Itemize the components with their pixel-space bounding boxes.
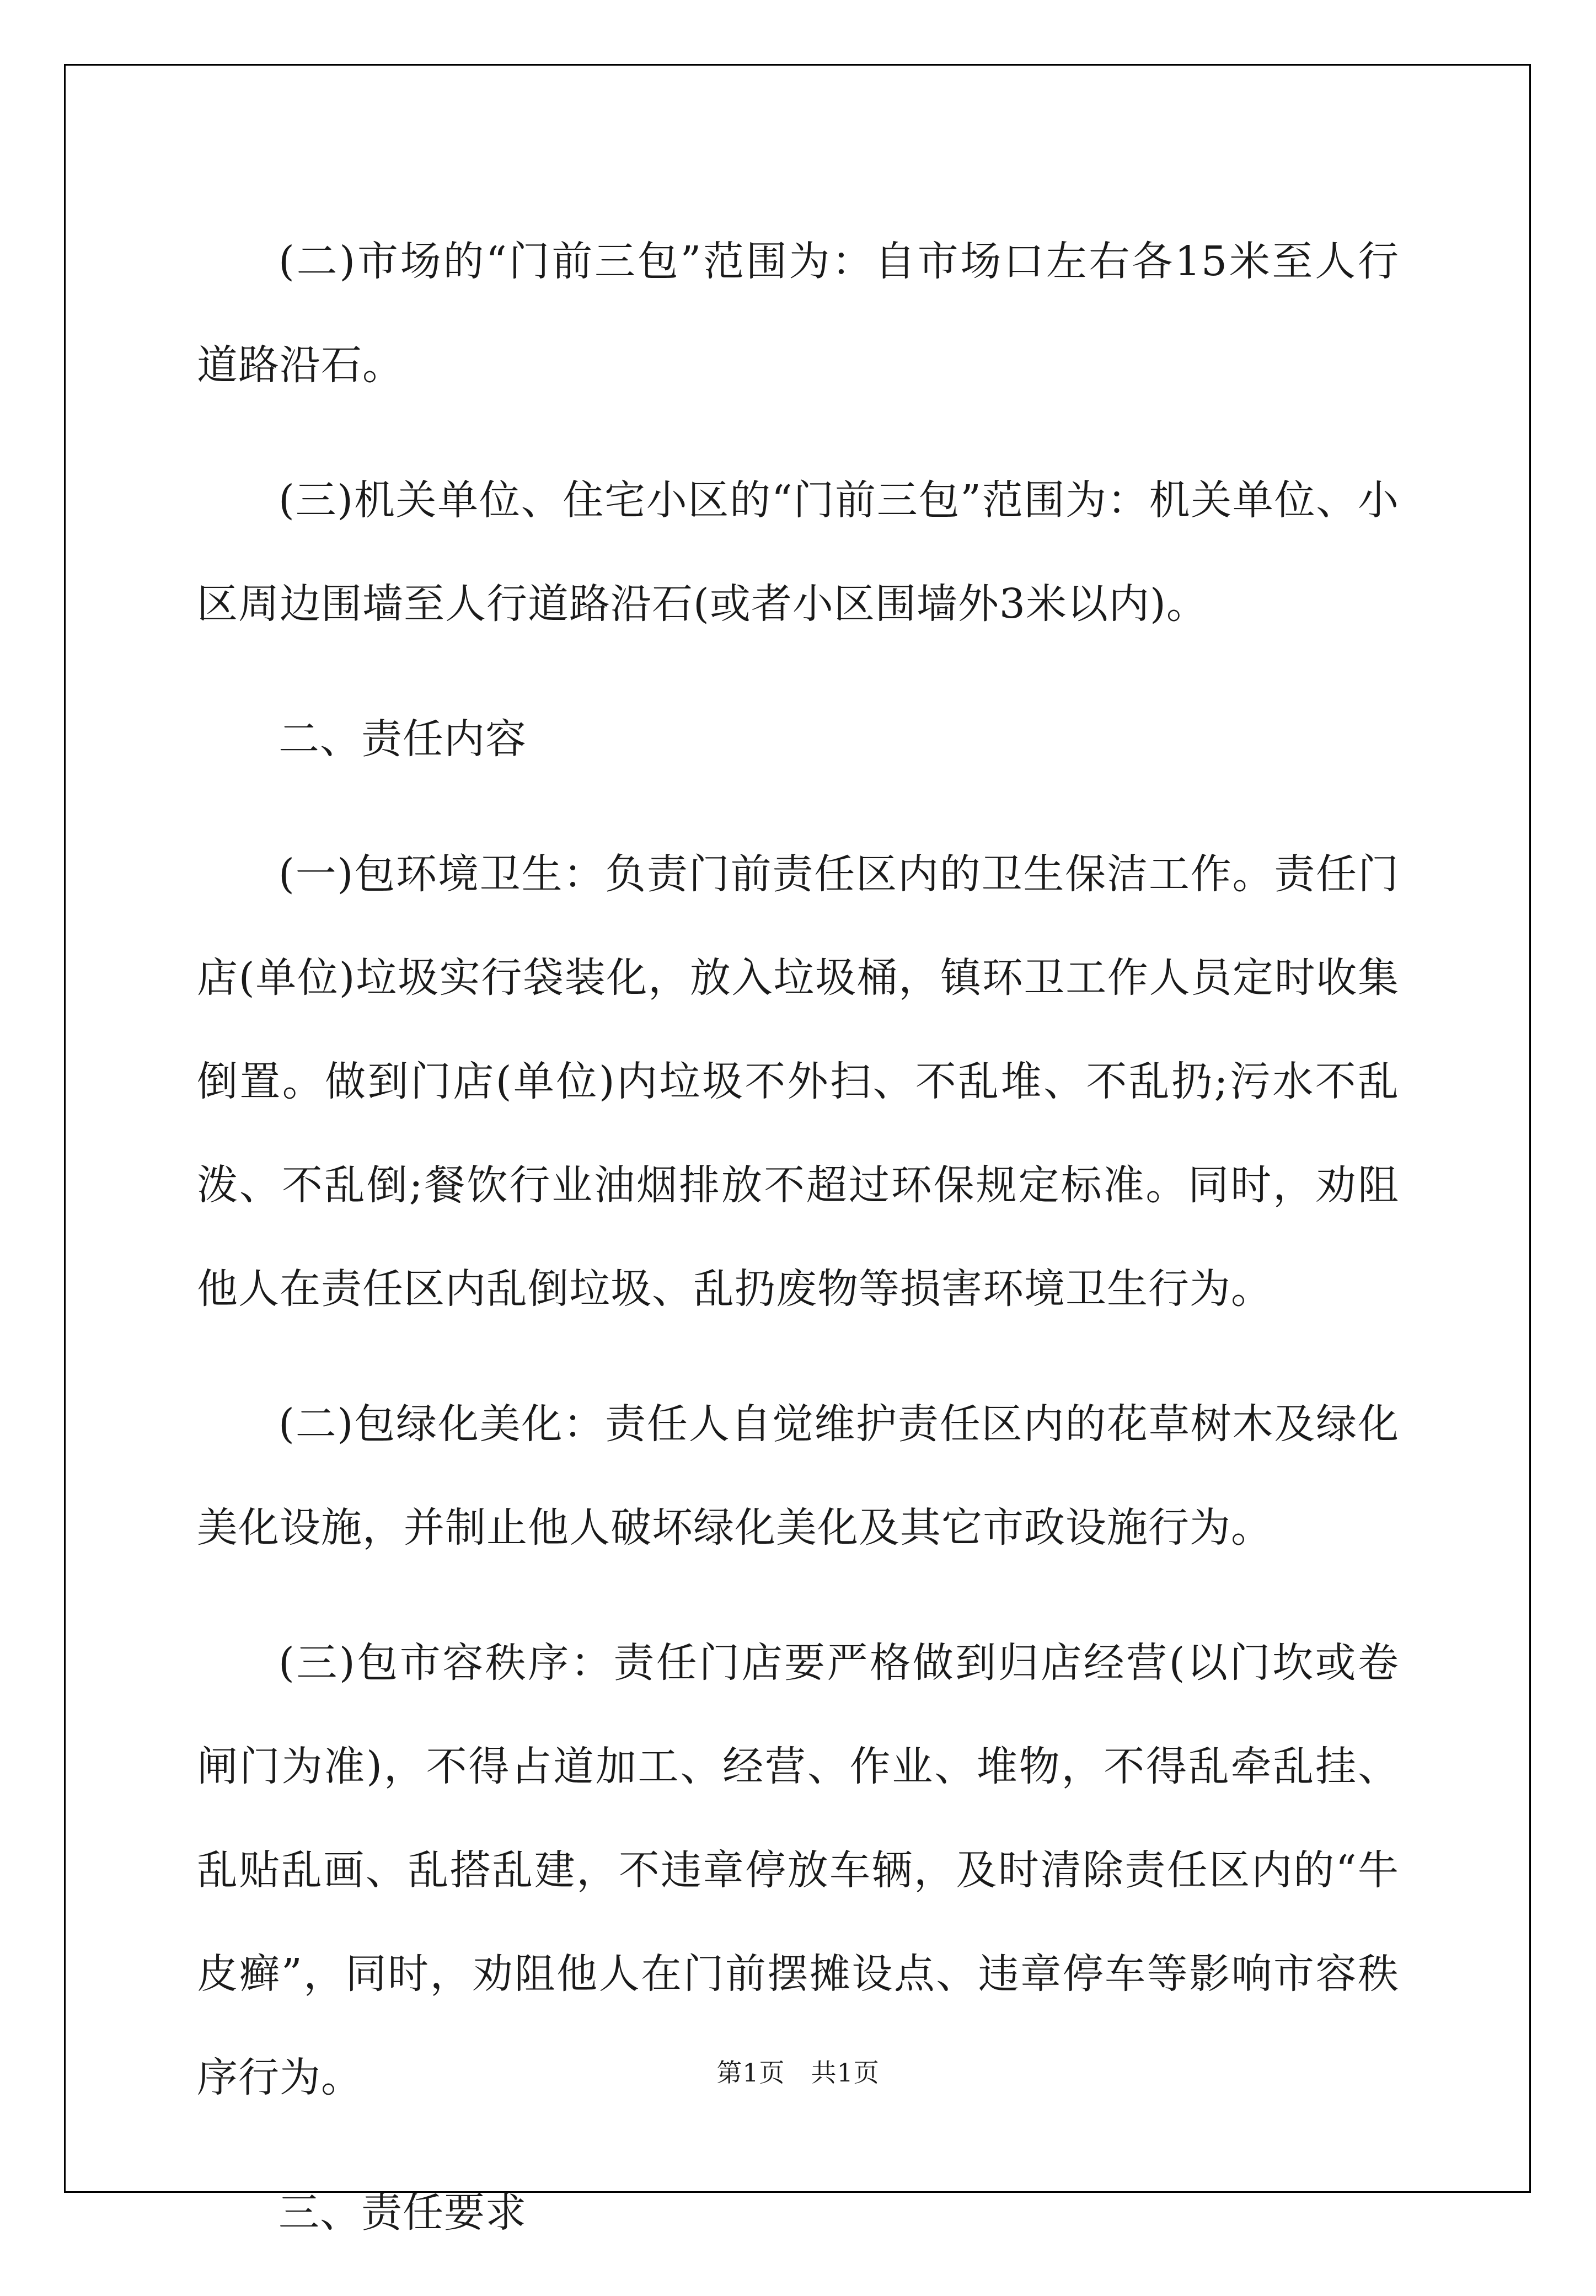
paragraph-environmental-sanitation: (一)包环境卫生：负责门前责任区内的卫生保洁工作。责任门店(单位)垃圾实行袋装化，放入垃圾桶，镇环卫工作人员定时收集倒置。做到门店(单位)内垃圾不外扫、不乱堆、不乱扔;污水不乱泼、不乱倒;餐饮行业油烟排放不超过环保规定标准。同时，劝阻他人在责任区内乱倒垃圾、乱扔废物等损害环境卫生行为。 — [197, 850, 1399, 1313]
section-heading-responsibility-content: 二、责任内容 — [279, 715, 527, 763]
section-heading-responsibility-requirements: 三、责任要求 — [279, 2189, 527, 2236]
paragraph-greening: (二)包绿化美化：责任人自觉维护责任区内的花草树木及绿化美化设施，并制止他人破坏绿化美化及其它市政设施行为。 — [197, 1400, 1399, 1551]
page-number-footer: 第1页 共1页 — [716, 2058, 880, 2088]
paragraph-city-order: (三)包市容秩序：责任门店要严格做到归店经营(以门坎或卷闸门为准)，不得占道加工、经营、作业、堆物，不得乱牵乱挂、乱贴乱画、乱搭乱建，不违章停放车辆，及时清除责任区内的“牛皮癣”，同时，劝阻他人在门前摆摊设点、违章停车等影响市容秩序行为。 — [197, 1639, 1399, 2101]
document-body — [197, 210, 1399, 2296]
paragraph-agency-community-scope: (三)机关单位、住宅小区的“门前三包”范围为：机关单位、小区周边围墙至人行道路沿石(或者小区围墙外3米以内)。 — [197, 477, 1399, 628]
paragraph-market-scope: (二)市场的“门前三包”范围为：自市场口左右各15米至人行道路沿石。 — [197, 238, 1399, 389]
